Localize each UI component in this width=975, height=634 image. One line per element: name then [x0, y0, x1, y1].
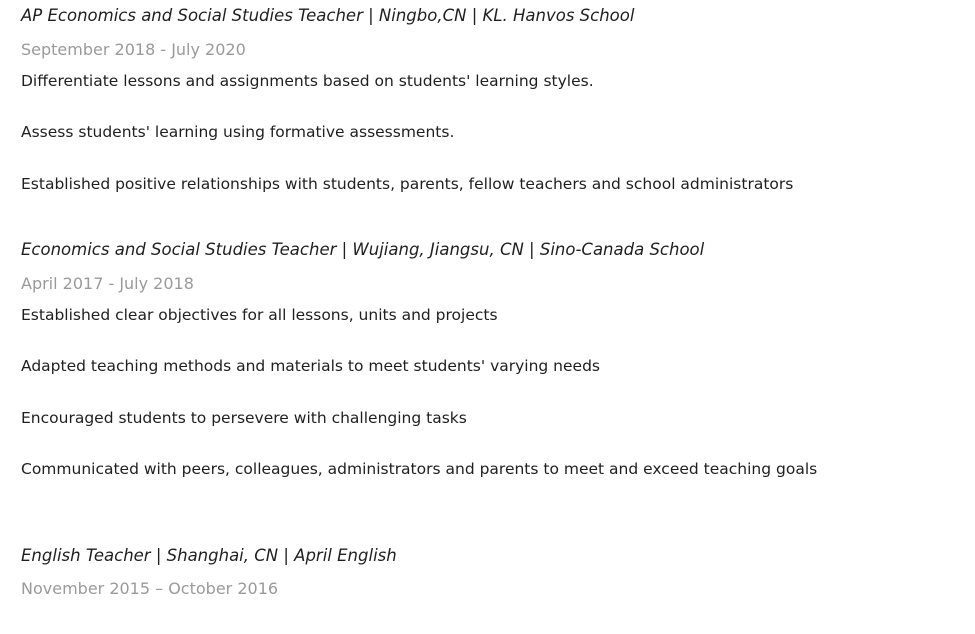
experience-entry	[0, 545, 975, 598]
entry-heading: Economics and Social Studies Teacher | Wujiang, Jiangsu, CN | Sino-Canada School	[21, 240, 705, 259]
entry-bullet: Assess students' learning using formative assessments.	[21, 123, 455, 141]
document-page	[0, 8, 975, 634]
entry-dates: November 2015 – October 2016	[21, 579, 279, 598]
entry-heading: English Teacher | Shanghai, CN | April English	[21, 545, 397, 565]
entry-bullet: Communicated with peers, colleagues, administrators and parents to meet and exceed teaching goals	[21, 460, 818, 478]
entry-bullet: Encouraged students to persevere with challenging tasks	[21, 408, 467, 427]
entry-dates: September 2018 - July 2020	[21, 39, 246, 59]
entry-bullet: Established clear objectives for all lessons, units and projects	[21, 305, 498, 324]
experience-entry	[0, 8, 975, 192]
entry-bullet: Established positive relationships with students, parents, fellow teachers and school administrators	[21, 174, 794, 193]
entry-bullet: Adapted teaching methods and materials to meet students' varying needs	[21, 357, 600, 375]
experience-entry	[0, 242, 975, 478]
entry-dates: April 2017 - July 2018	[21, 273, 194, 293]
entry-heading: AP Economics and Social Studies Teacher | Ningbo,CN | KL. Hanvos School	[21, 6, 635, 25]
entry-bullet: Differentiate lessons and assignments based on students' learning styles.	[21, 71, 594, 90]
